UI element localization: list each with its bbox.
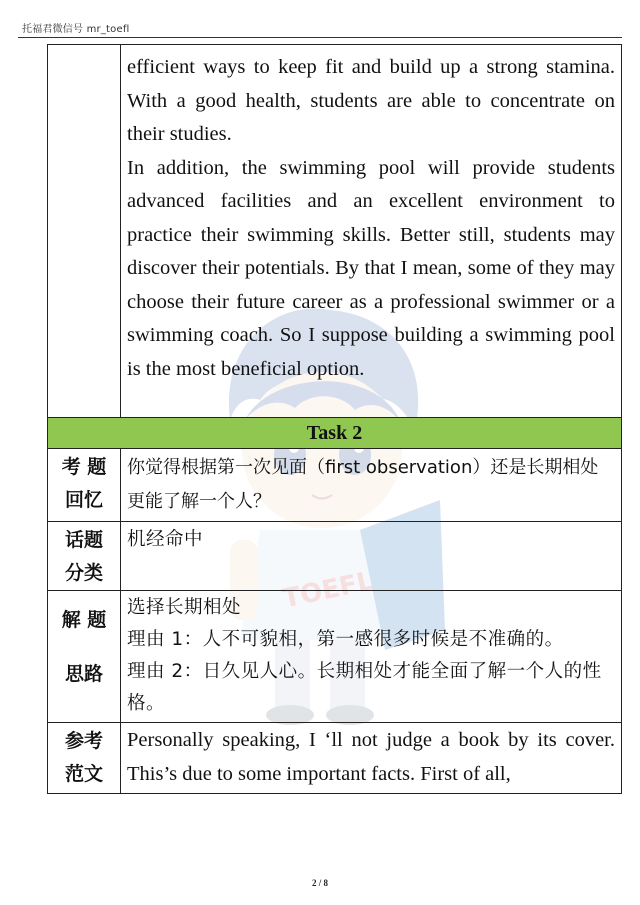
approach-line-3: 理由 2：日久见人心。长期相处才能全面了解一个人的性格。 [127, 661, 602, 714]
approach-row [48, 591, 622, 723]
question-row [48, 449, 622, 522]
question-text: 你觉得根据第一次见面（first observation）还是长期相处更能了解一个人？ [127, 457, 599, 512]
continuation-paragraph-1: efficient ways to keep fit and build up a strong stamina. With a good health, students are able to concentrate on their studies. [127, 56, 615, 145]
sample-label [48, 723, 121, 794]
approach-label-line1: 解 题 [61, 609, 107, 631]
task-title: Task 2 [48, 418, 622, 449]
topic-label [48, 522, 121, 591]
question-label-line1: 考 题 [61, 456, 107, 478]
continuation-paragraph-2: In addition, the swimming pool will provide students advanced facilities and an excellent environment to practice their swimming skills. Better still, students may discover their potentials. By that I mean, some of they may choose their future career as a professional swimmer or a swimming coach. So I suppose building a swimming pool is the most beneficial option. [127, 156, 615, 380]
sample-text: Personally speaking, I ‘ll not judge a book by its cover. This’s due to some important facts. First of all, [127, 729, 615, 785]
topic-label-line2: 分类 [64, 562, 103, 584]
task-table [47, 44, 622, 794]
watermark-text: TOEFL [280, 566, 377, 615]
continuation-label-cell [48, 45, 121, 418]
topic-label-line1: 话题 [64, 529, 103, 551]
question-content [121, 449, 622, 522]
sample-row [48, 723, 622, 794]
topic-row [48, 522, 622, 591]
header-rule [18, 37, 622, 38]
topic-text: 机经命中 [127, 529, 204, 550]
approach-line-2: 理由 1：人不可貌相，第一感很多时候是不准确的。 [127, 629, 564, 650]
sample-label-line1: 参考 [64, 730, 103, 752]
sample-content [121, 723, 622, 794]
approach-label-line2: 思路 [64, 663, 103, 685]
continuation-row [48, 45, 622, 418]
approach-line-1: 选择长期相处 [127, 597, 242, 618]
page-number: 2 / 8 [311, 878, 328, 888]
task-header-row [48, 418, 622, 449]
sample-label-line2: 范文 [64, 763, 103, 785]
approach-label [48, 591, 121, 723]
page-header: 托福君微信号 mr_toefl [22, 24, 130, 35]
question-label-line2: 回忆 [64, 489, 103, 511]
topic-content [121, 522, 622, 591]
approach-content [121, 591, 622, 723]
question-label [48, 449, 121, 522]
continuation-content-cell [121, 45, 622, 418]
